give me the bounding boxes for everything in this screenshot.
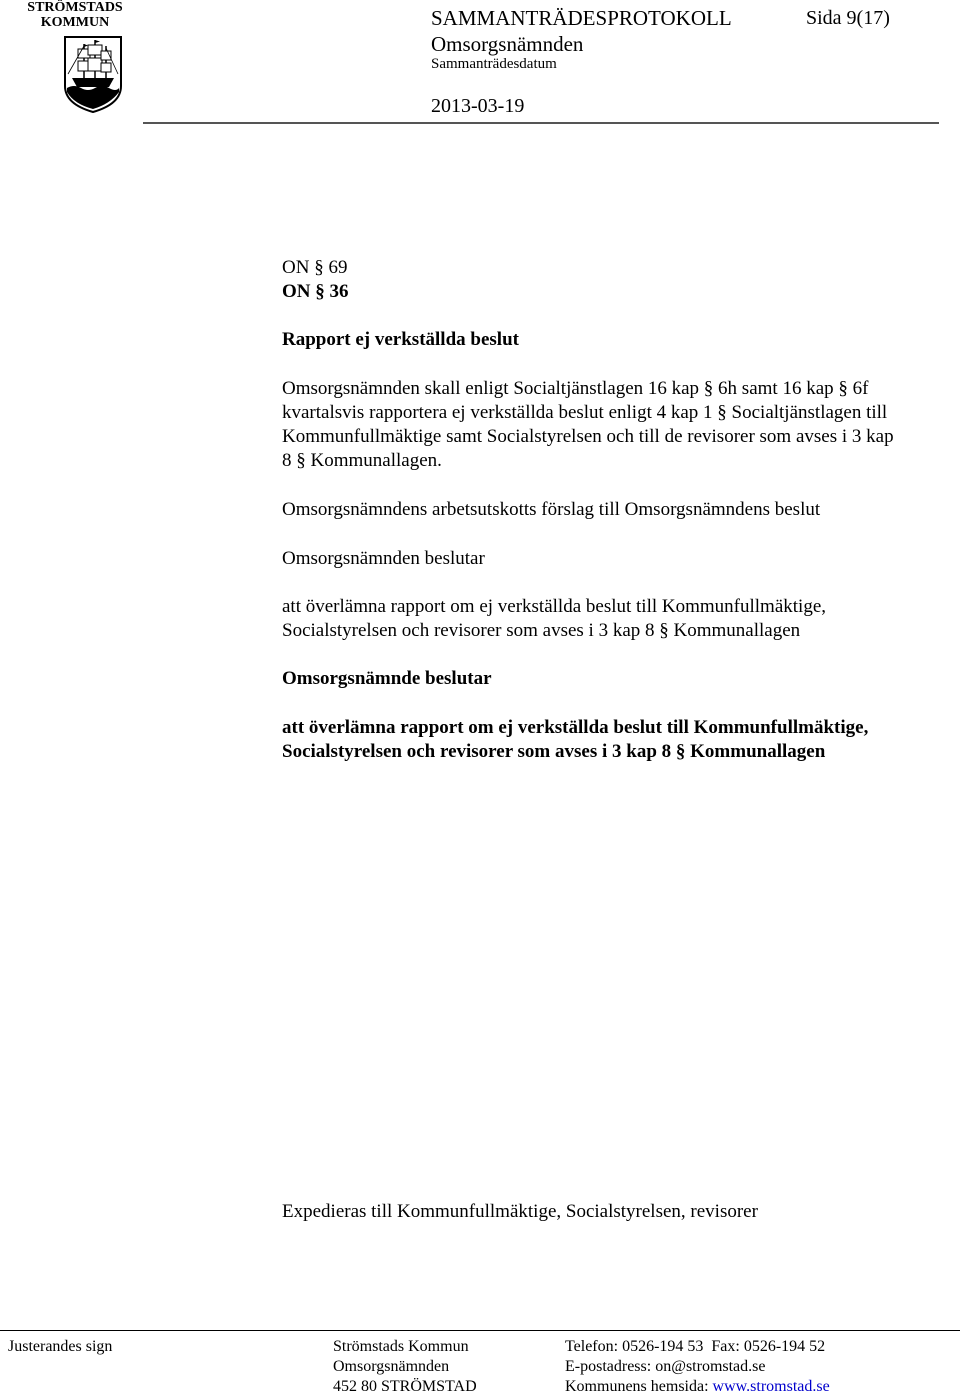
header-divider	[143, 122, 939, 124]
case-ref-2: ON § 36	[282, 281, 349, 302]
decision-heading: Omsorgsnämnde beslutar	[282, 668, 492, 689]
meeting-date: 2013-03-19	[431, 95, 525, 117]
case-references	[282, 256, 922, 304]
footer-address-column	[333, 1337, 477, 1397]
footer-website	[565, 1377, 830, 1397]
footer-org-name: Strömstads Kommun	[333, 1338, 469, 1355]
footer-contact-column	[565, 1337, 830, 1397]
footer-sign-label: Justerandes sign	[8, 1338, 113, 1355]
logo-text-line1: STRÖMSTADS	[27, 0, 123, 15]
footer-website-link[interactable]: www.stromstad.se	[712, 1378, 830, 1395]
footer-org-address: 452 80 STRÖMSTAD	[333, 1378, 477, 1395]
footer-email: E-postadress: on@stromstad.se	[565, 1358, 766, 1375]
proposal-text: att överlämna rapport om ej verkställda beslut till Kommunfullmäktige, Socialstyrelsen och revisorer som avses i 3 kap 8 § Kommunallagen	[282, 596, 827, 641]
proposal-heading: Omsorgsnämndens arbetsutskotts förslag till Omsorgsnämndens beslut	[282, 499, 821, 520]
dispatched-to: Expedieras till Kommunfullmäktige, Socialstyrelsen, revisorer	[282, 1201, 758, 1222]
committee-name: Omsorgsnämnden	[431, 32, 584, 56]
footer-sign-column	[8, 1337, 112, 1357]
meeting-date-label: Sammanträdesdatum	[431, 56, 557, 72]
decision-text: att överlämna rapport om ej verkställda beslut till Kommunfullmäktige, Socialstyrelsen och revisorer som avses i 3 kap 8 § Kommunallagen	[282, 717, 869, 762]
municipal-crest-icon	[62, 34, 124, 114]
footer-phone: Telefon: 0526-194 53 Fax: 0526-194 52	[565, 1338, 826, 1355]
document-title: SAMMANTRÄDESPROTOKOLL	[431, 6, 732, 30]
proposal-decides: Omsorgsnämnden beslutar	[282, 548, 485, 569]
footer-divider	[0, 1330, 960, 1331]
case-heading: Rapport ej verkställda beslut	[282, 329, 519, 350]
footer-website-prefix: Kommunens hemsida:	[565, 1378, 713, 1395]
footer-org-unit: Omsorgsnämnden	[333, 1358, 450, 1375]
case-ref-1: ON § 69	[282, 257, 348, 278]
page-number: Sida 9(17)	[806, 7, 890, 29]
case-intro: Omsorgsnämnden skall enligt Socialtjänstlagen 16 kap § 6h samt 16 kap § 6f kvartalsvis rapportera ej verkställda beslut enligt 4 kap 1 § Socialtjänstlagen till Kommunfullmäktige samt Socialstyrelsen och till de revisorer som avses i 3 kap 8 § Kommunallagen.	[282, 378, 894, 471]
logo-text-line2: KOMMUN	[40, 15, 110, 30]
